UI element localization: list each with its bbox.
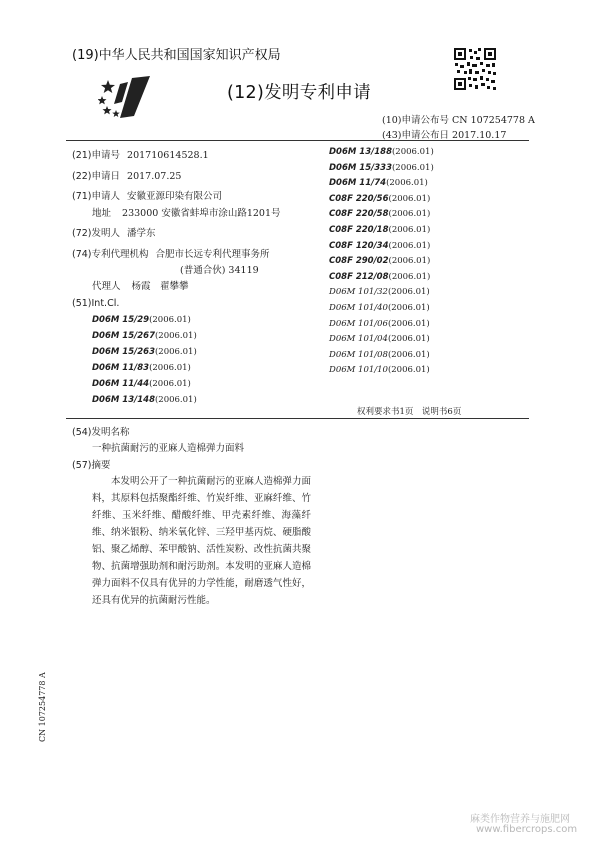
inventor: 潘学东 bbox=[127, 228, 156, 239]
ipc-code-row bbox=[329, 350, 430, 360]
applicant: 安徽亚源印染有限公司 bbox=[127, 191, 223, 202]
address-row bbox=[92, 205, 281, 219]
ipc-code: D06M 101/04 bbox=[329, 334, 388, 345]
ipc-version: (2006.01) bbox=[388, 225, 431, 235]
ipc-code-row bbox=[329, 334, 430, 344]
invention-name-label-text: (54)发明名称 bbox=[72, 427, 130, 438]
ipc-code-row bbox=[92, 331, 197, 341]
ipc-code-row bbox=[92, 315, 191, 325]
agent-row bbox=[92, 278, 189, 292]
ipc-code-row bbox=[329, 194, 430, 204]
int-cl-text: (51)Int.Cl. bbox=[72, 298, 120, 309]
int-cl-label bbox=[72, 298, 119, 309]
application-date-label: (22)申请日 bbox=[72, 171, 121, 182]
applicant-label: (71)申请人 bbox=[72, 191, 121, 202]
publication-number: (10)申请公布号 CN 107254778 A bbox=[382, 115, 535, 126]
agent-label: 代理人 bbox=[92, 281, 121, 292]
ipc-code-row bbox=[92, 363, 191, 373]
ipc-version: (2006.01) bbox=[387, 365, 430, 376]
application-number: 201710614528.1 bbox=[127, 150, 209, 161]
document-type-title: (12)发明专利申请 bbox=[227, 83, 371, 103]
ipc-version: (2006.01) bbox=[388, 209, 431, 220]
ipc-code-row bbox=[329, 178, 428, 188]
ipc-code: C08F 220/58 bbox=[329, 209, 389, 220]
watermark-title: 麻类作物营养与施肥网 bbox=[470, 814, 570, 825]
inventor-label: (72)发明人 bbox=[72, 228, 121, 239]
agency-label: (74)专利代理机构 bbox=[72, 249, 149, 260]
address: 233000 安徽省蚌埠市涂山路1201号 bbox=[122, 208, 281, 219]
inventor-row bbox=[72, 225, 156, 239]
ipc-code-row bbox=[329, 272, 430, 282]
ipc-version: (2006.01) bbox=[149, 363, 191, 373]
ipc-version: (2006.01) bbox=[149, 315, 191, 325]
agency-line-2: (普通合伙) 34119 bbox=[180, 265, 259, 276]
ipc-code: D06M 101/10 bbox=[329, 365, 388, 376]
ipc-version: (2006.01) bbox=[388, 193, 431, 204]
agency: 合肥市长远专利代理事务所 bbox=[155, 249, 270, 260]
ipc-code: D06M 13/188 bbox=[329, 147, 392, 157]
ipc-code-row bbox=[329, 225, 430, 235]
side-publication-number: CN 107254778 A bbox=[38, 672, 47, 742]
page-count: 权利要求书1页 说明书6页 bbox=[357, 407, 462, 417]
qr-code-icon bbox=[453, 47, 497, 91]
ipc-code: D06M 11/83 bbox=[92, 363, 150, 373]
ipc-code: D06M 11/44 bbox=[92, 379, 150, 389]
ipc-code: D06M 101/32 bbox=[329, 287, 388, 298]
ipc-version: (2006.01) bbox=[388, 240, 431, 251]
publication-date: (43)申请公布日 2017.10.17 bbox=[382, 130, 507, 141]
agent: 杨霞 翟攀攀 bbox=[131, 281, 189, 292]
ipc-code: C08F 212/08 bbox=[329, 271, 389, 282]
application-number-row bbox=[72, 147, 209, 161]
ipc-code-row bbox=[329, 319, 430, 329]
ipc-code: D06M 15/333 bbox=[329, 162, 392, 173]
header-divider bbox=[66, 140, 529, 141]
abstract-label bbox=[72, 457, 111, 471]
ipc-version: (2006.01) bbox=[387, 318, 430, 329]
ipc-version: (2006.01) bbox=[391, 147, 434, 157]
ipc-code-row bbox=[329, 147, 434, 157]
ipc-code: C08F 290/02 bbox=[329, 256, 389, 267]
abstract-label-text: (57)摘要 bbox=[72, 460, 111, 471]
ipc-code: D06M 15/29 bbox=[92, 315, 150, 325]
ipc-version: (2006.01) bbox=[388, 256, 431, 267]
ipc-version: (2006.01) bbox=[387, 349, 430, 360]
ipc-code: D06M 13/148 bbox=[92, 395, 155, 405]
ipc-code-row bbox=[92, 395, 197, 405]
ipc-code: D06M 101/06 bbox=[329, 318, 388, 329]
ipc-code: C08F 220/56 bbox=[329, 193, 389, 204]
abstract-text: 本发明公开了一种抗菌耐污的亚麻人造棉弹力面料，其原料包括聚酯纤维、竹炭纤维、亚麻纤维、竹纤维、玉米纤维、醋酸纤维、甲壳素纤维、海藻纤维、纳米银粉、纳米氧化锌、三羟甲基丙烷、硬脂酸铝、聚乙烯醇、苯甲酸钠、活性炭粉、改性抗菌共聚物、抗菌增强助剂和耐污助剂。本发明的亚麻人造棉弹力面料不仅具有优异的力学性能，耐磨透气性好，还具有优异的抗菌耐污性能。 bbox=[92, 476, 311, 606]
ipc-code: D06M 101/40 bbox=[329, 303, 388, 313]
ipc-version: (2006.01) bbox=[386, 178, 428, 189]
ipc-code-row bbox=[329, 365, 430, 375]
invention-name-label bbox=[72, 424, 130, 438]
ipc-code: C08F 120/34 bbox=[329, 240, 389, 251]
ipc-version: (2006.01) bbox=[388, 271, 431, 282]
ipc-version: (2006.01) bbox=[154, 347, 197, 357]
ipc-version: (2006.01) bbox=[391, 162, 434, 173]
ipc-code-row bbox=[92, 347, 197, 357]
invention-name: 一种抗菌耐污的亚麻人造棉弹力面料 bbox=[92, 443, 245, 454]
application-date: 2017.07.25 bbox=[127, 171, 182, 182]
application-number-label: (21)申请号 bbox=[72, 150, 121, 161]
ipc-version: (2006.01) bbox=[149, 379, 191, 389]
office-name: (19)中华人民共和国国家知识产权局 bbox=[72, 48, 281, 63]
ipc-code-row bbox=[329, 209, 430, 219]
ipc-version: (2006.01) bbox=[154, 395, 197, 405]
agency-row bbox=[72, 246, 270, 260]
applicant-row bbox=[72, 188, 222, 202]
ipc-code-row bbox=[329, 241, 430, 251]
ipc-code-row bbox=[329, 303, 430, 313]
body-divider bbox=[66, 418, 529, 419]
ipc-version: (2006.01) bbox=[387, 287, 430, 298]
ipc-code: C08F 220/18 bbox=[329, 225, 389, 235]
ipc-code: D06M 11/74 bbox=[329, 178, 387, 189]
watermark-url: www.fibercrops.com bbox=[476, 824, 578, 835]
ipc-code: D06M 15/267 bbox=[92, 331, 155, 341]
ipc-version: (2006.01) bbox=[387, 303, 430, 313]
ipc-code-row bbox=[329, 163, 434, 173]
ipc-code-row bbox=[329, 287, 430, 297]
application-date-row bbox=[72, 168, 181, 182]
ipc-code-row bbox=[92, 379, 191, 389]
cnipa-logo-icon bbox=[98, 72, 154, 122]
ipc-version: (2006.01) bbox=[387, 334, 430, 345]
ipc-version: (2006.01) bbox=[154, 331, 197, 341]
ipc-code: D06M 15/263 bbox=[92, 347, 155, 357]
address-label: 地址 bbox=[92, 208, 112, 219]
ipc-code-row bbox=[329, 256, 430, 266]
ipc-code: D06M 101/08 bbox=[329, 349, 388, 360]
